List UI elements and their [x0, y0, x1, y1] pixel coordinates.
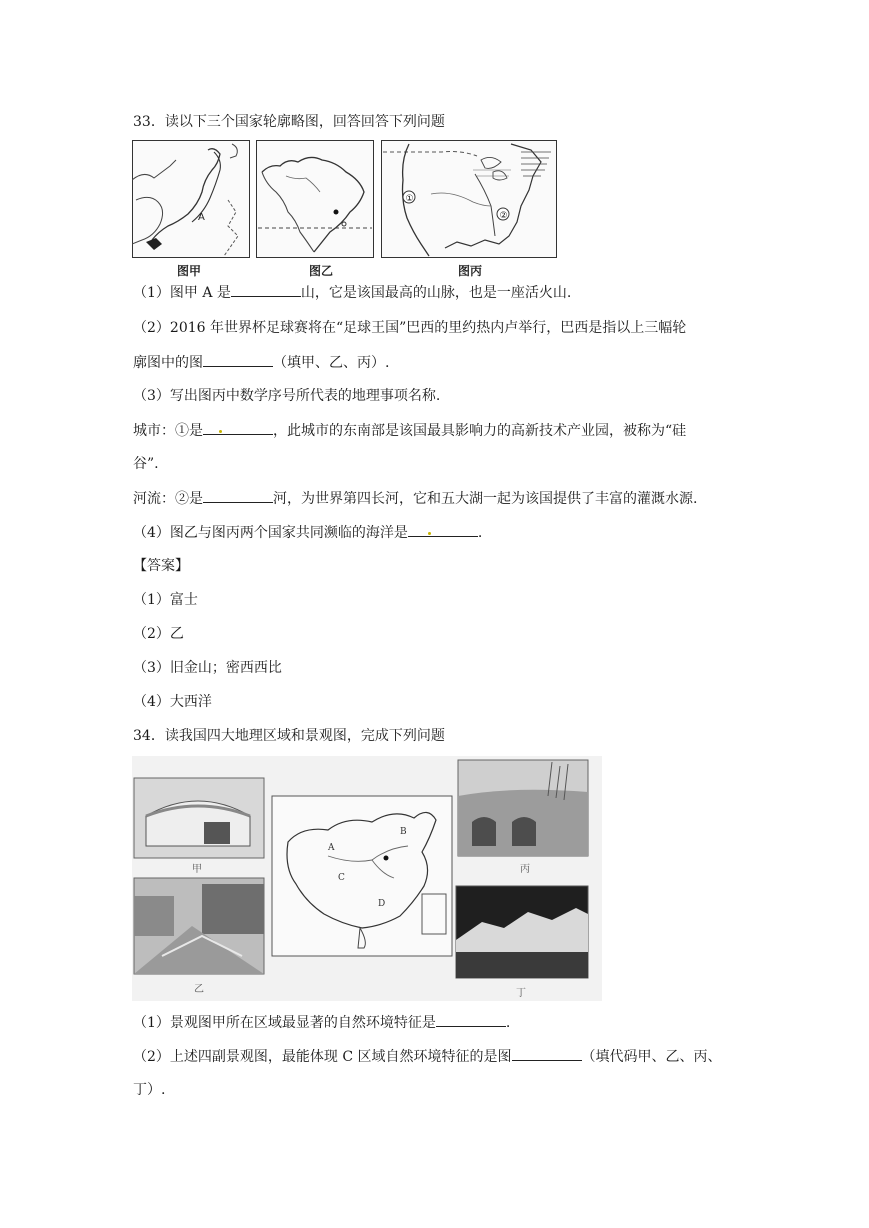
map-jia-label-a: A: [198, 212, 205, 223]
china-region-map: [272, 796, 452, 956]
map-mark-a: A: [328, 843, 335, 853]
map-bing-mark-2: ②: [499, 211, 508, 221]
photo-label-yi: 乙: [194, 984, 204, 995]
q33-sub2-line1: （2）2016 年世界杯足球赛将在“足球王国”巴西的里约热内卢举行，巴西是指以上三幅轮: [133, 320, 687, 336]
answer-blank: [512, 1046, 582, 1061]
map-bing-mark-1: ①: [405, 194, 414, 204]
q33-sub3: （3）写出图丙中数学序号所代表的地理事项名称.: [133, 388, 441, 404]
answer-3: （3）旧金山；密西西比: [133, 660, 282, 676]
q34-sub1: （1）景观图甲所在区域最显著的自然环境特征是 .: [133, 1012, 510, 1033]
q34-title: 34．读我国四大地理区域和景观图，完成下列问题: [133, 728, 445, 744]
map-mark-b: B: [400, 827, 407, 837]
answer-blank: [203, 488, 273, 503]
q33-city-line: 城市：①是 ，此城市的东南部是该国最具影响力的高新技术产业园，被称为“硅: [133, 420, 686, 441]
answer-1: （1）富士: [133, 592, 198, 608]
map-jia-japan: [132, 140, 250, 258]
fig-label-yi: 图乙: [309, 264, 334, 278]
answer-blank: [203, 352, 273, 367]
map-mark-c: C: [338, 873, 345, 883]
answer-blank: [436, 1012, 506, 1027]
answer-heading: 【答案】: [133, 558, 189, 574]
q34-figure: [132, 756, 602, 1001]
q33-sub1: （1）图甲 A 是 山，它是该国最高的山脉，也是一座活火山.: [133, 282, 571, 303]
fig-label-bing: 图丙: [458, 264, 483, 278]
q33-title: 33．读以下三个国家轮廓略图，回答回答下列问题: [133, 114, 445, 130]
map-mark-d: D: [378, 899, 386, 909]
photo-label-jia: 甲: [192, 864, 202, 875]
photo-label-bing: 丙: [520, 864, 530, 875]
answer-blank: [203, 420, 273, 435]
q33-sub2-line2: 廓图中的图 （填甲、乙、丙）.: [133, 352, 389, 373]
answer-blank: [408, 522, 478, 537]
photo-label-ding: 丁: [516, 988, 526, 999]
q33-city-line2: 谷”.: [133, 456, 159, 472]
map-bing-usa: [381, 140, 557, 258]
q33-sub4: （4）图乙与图丙两个国家共同濒临的海洋是 .: [133, 522, 482, 543]
q34-sub2-line1: （2）上述四副景观图，最能体现 C 区域自然环境特征的是图 （填代码甲、乙、丙、: [133, 1046, 722, 1067]
fig-label-jia: 图甲: [177, 264, 202, 278]
answer-blank: [231, 282, 301, 297]
map-yi-brazil: [256, 140, 374, 258]
answer-4: （4）大西洋: [133, 694, 212, 710]
answer-2: （2）乙: [133, 626, 184, 642]
q34-sub2-line2: 丁）.: [133, 1082, 166, 1098]
q33-river-line: 河流：②是 河，为世界第四长河，它和五大湖一起为该国提供了丰富的灌溉水源.: [133, 488, 697, 509]
